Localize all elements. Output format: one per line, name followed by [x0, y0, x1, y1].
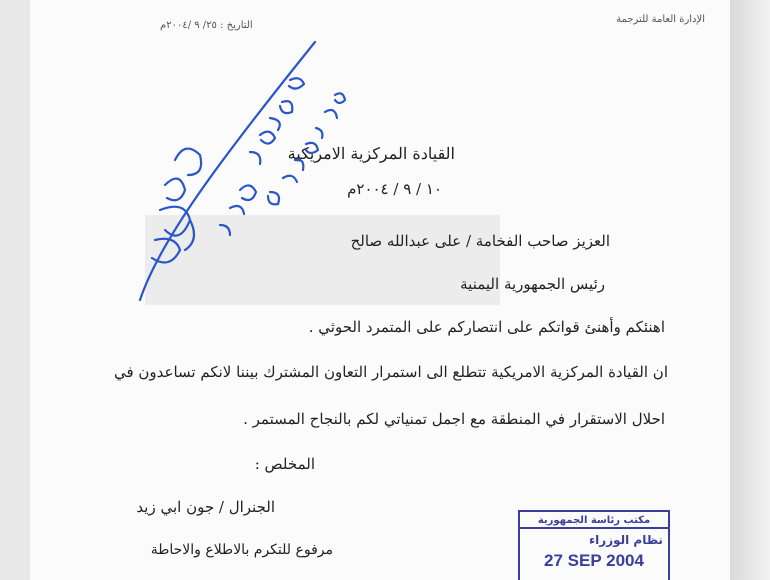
stamp-ministers-text: نظام الوزراء — [589, 533, 663, 547]
document-page — [30, 0, 730, 580]
signatory-name: الجنرال / جون ابي زيد — [136, 498, 275, 516]
stamp-office-text: مكتب رئاسة الجمهورية — [537, 515, 651, 526]
department-header: الإدارة العامة للترجمة — [616, 14, 705, 25]
annotation-note-lower — [220, 185, 256, 235]
annotation-note-middle — [268, 93, 345, 204]
sender-name: القيادة المركزية الامريكية — [287, 144, 455, 163]
addressee-line: العزيز صاحب الفخامة / على عبدالله صالح — [350, 232, 610, 250]
handwritten-annotation — [120, 40, 360, 310]
body-paragraph-1: اهنئكم وأهنئ قواتكم على انتصاركم على المتمرد الحوثي . — [308, 318, 665, 336]
closing-line: المخلص : — [254, 455, 315, 473]
letter-date: ١٠ / ٩ / ٢٠٠٤م — [347, 180, 442, 198]
stamp-date-text: 27 SEP 2004 — [544, 551, 644, 570]
office-stamp — [516, 508, 676, 580]
addressee-title: رئيس الجمهورية اليمنية — [460, 275, 605, 293]
page-edge-shadow — [730, 0, 770, 580]
body-paragraph-2: ان القيادة المركزية الامريكية تتطلع الى استمرار التعاون المشترك بيننا لانكم تساعدون في — [113, 363, 668, 381]
footer-note: مرفوع للتكرم بالاطلاع والاحاطة — [150, 542, 333, 558]
body-paragraph-3: احلال الاستقرار في المنطقة مع اجمل تمنياتي لكم بالنجاح المستمر . — [243, 410, 665, 428]
translation-date: التاريخ : ٢٥/ ٩ /٢٠٠٤م — [160, 20, 253, 31]
annotation-signature-scribble — [152, 149, 201, 263]
